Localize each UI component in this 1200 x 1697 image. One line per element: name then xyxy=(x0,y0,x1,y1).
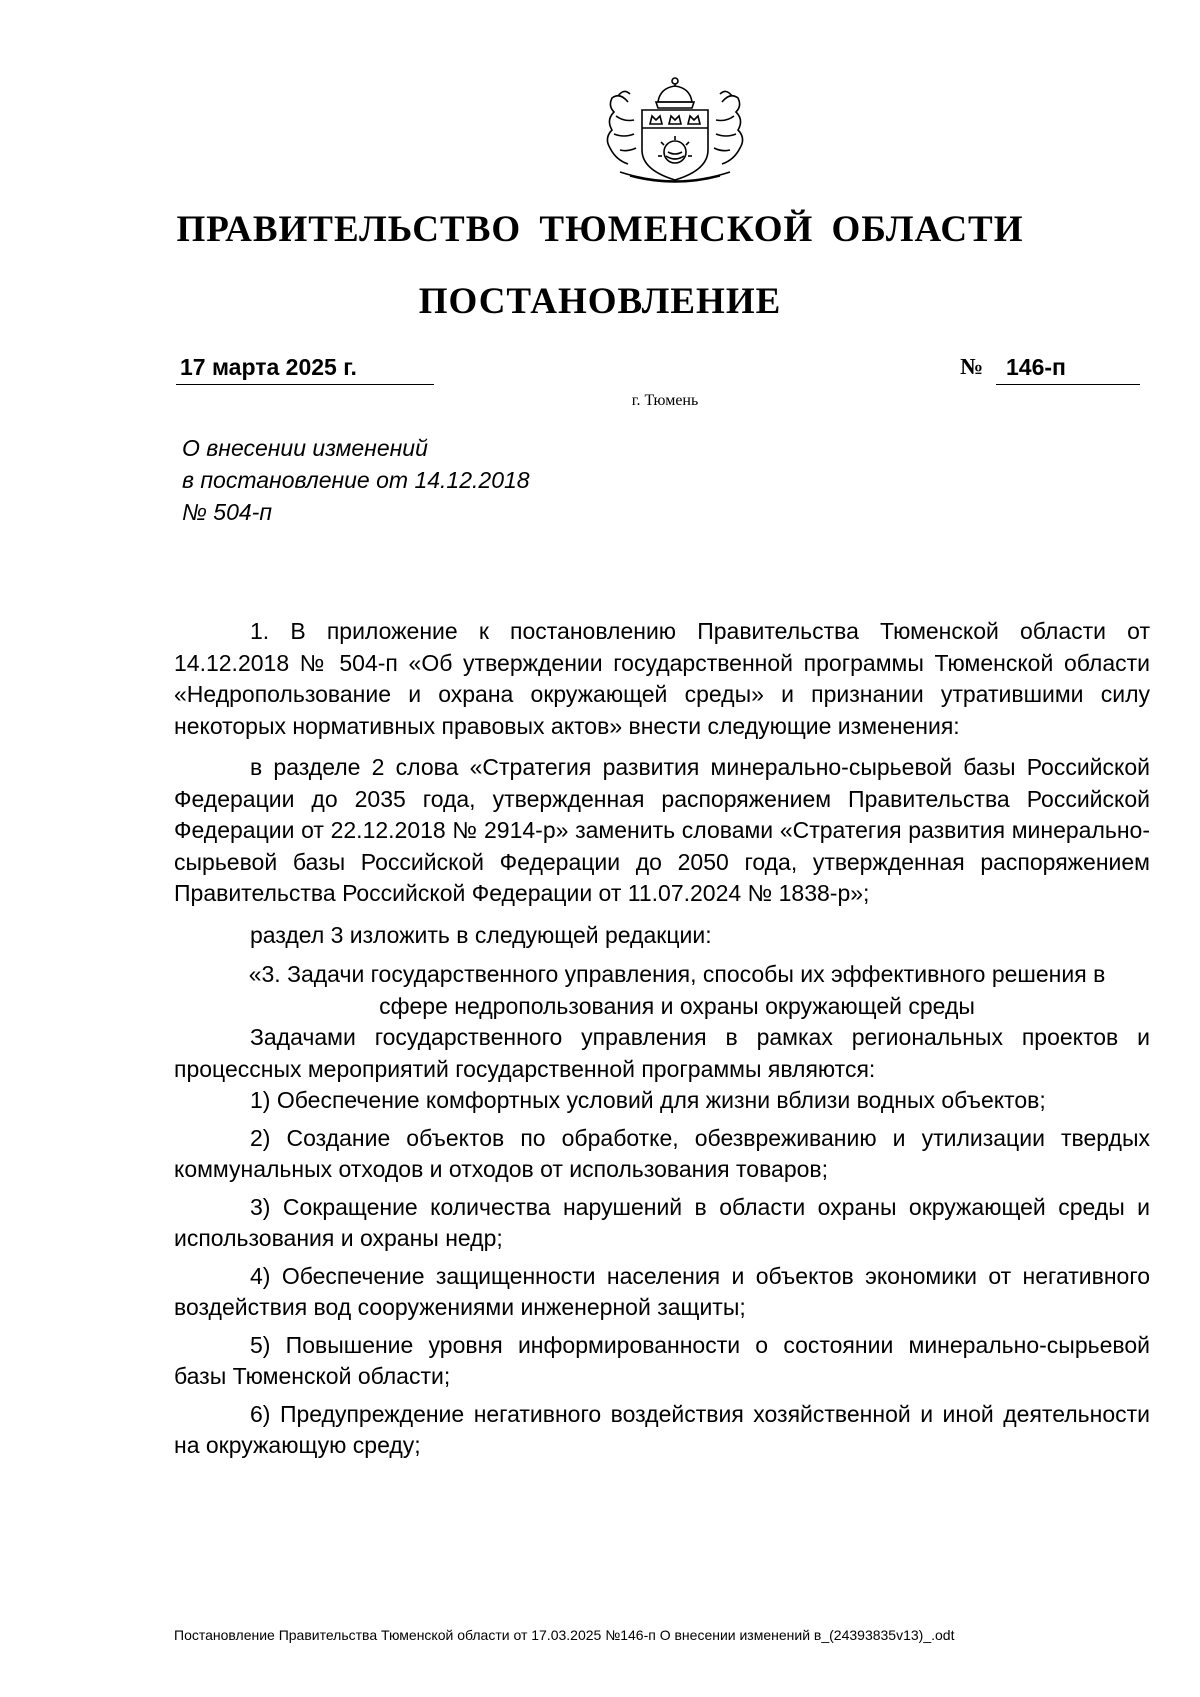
list-item: 4) Обеспечение защищенности населения и объектов экономики от негативного воздействия вод сооружениями инженерной защиты; xyxy=(174,1262,1150,1320)
number-sign: № xyxy=(960,354,984,379)
list-item: 3) Сокращение количества нарушений в области охраны окружающей среды и использования и охраны недр; xyxy=(174,1193,1150,1251)
document-subject xyxy=(182,432,530,528)
document-body xyxy=(174,616,1150,1462)
body-paragraph: 1. В приложение к постановлению Правительства Тюменской области от 14.12.2018 № 504-п «Об утверждении государственной программы Тюменской области «Недропользование и охрана окружающей среды» и признании утратившими силу некоторых нормативных правовых актов» внести следующие изменения: xyxy=(174,618,1150,739)
coat-of-arms-emblem xyxy=(590,72,760,190)
body-paragraph: раздел 3 изложить в следующей редакции: xyxy=(250,921,712,948)
subject-line: О внесении изменений xyxy=(182,435,428,461)
footer-file-name: Постановление Правительства Тюменской области от 17.03.2025 №146-п О внесении изменений в_(24393835v13)_.odt xyxy=(174,1627,955,1643)
number-underline xyxy=(996,354,1140,385)
list-item: 1) Обеспечение комфортных условий для жизни вблизи водных объектов; xyxy=(250,1087,1046,1113)
document-date: 17 марта 2025 г. xyxy=(180,354,357,380)
section-heading: «3. Задачи государственного управления, способы их эффективного решения в сфере недропользования и охраны окружающей среды xyxy=(248,961,1106,1019)
body-paragraph: в разделе 2 слова «Стратегия развития минерально-сырьевой базы Российской Федерации до 2035 года, утвержденная распоряжением Правительства Российской Федерации от 22.12.2018 № 2914-р» заменить словами «Стратегия развития минерально-сырьевой базы Российской Федерации до 2050 года, утвержденная распоряжением Правительства Российской Федерации от 11.07.2024 № 1838-р»; xyxy=(174,754,1150,906)
list-item: 6) Предупреждение негативного воздействия хозяйственной и иной деятельности на окружающую среду; xyxy=(174,1400,1150,1458)
number-field xyxy=(960,354,1140,384)
body-paragraph: Задачами государственного управления в рамках региональных проектов и процессных мероприятий государственной программы являются: xyxy=(174,1024,1150,1082)
subject-line: № 504-п xyxy=(182,499,272,525)
city-name: г. Тюмень xyxy=(631,392,699,409)
subject-line: в постановление от 14.12.2018 xyxy=(182,467,530,493)
date-field xyxy=(176,354,434,385)
document-number: 146-п xyxy=(1006,354,1066,380)
document-type: ПОСТАНОВЛЕНИЕ xyxy=(418,281,782,322)
list-item: 5) Повышение уровня информированности о состоянии минерально-сырьевой базы Тюменской области; xyxy=(174,1331,1150,1389)
list-item: 2) Создание объектов по обработке, обезвреживанию и утилизации твердых коммунальных отходов и отходов от использования товаров; xyxy=(174,1124,1150,1182)
organization-title: ПРАВИТЕЛЬСТВО ТЮМЕНСКОЙ ОБЛАСТИ xyxy=(176,209,1024,250)
